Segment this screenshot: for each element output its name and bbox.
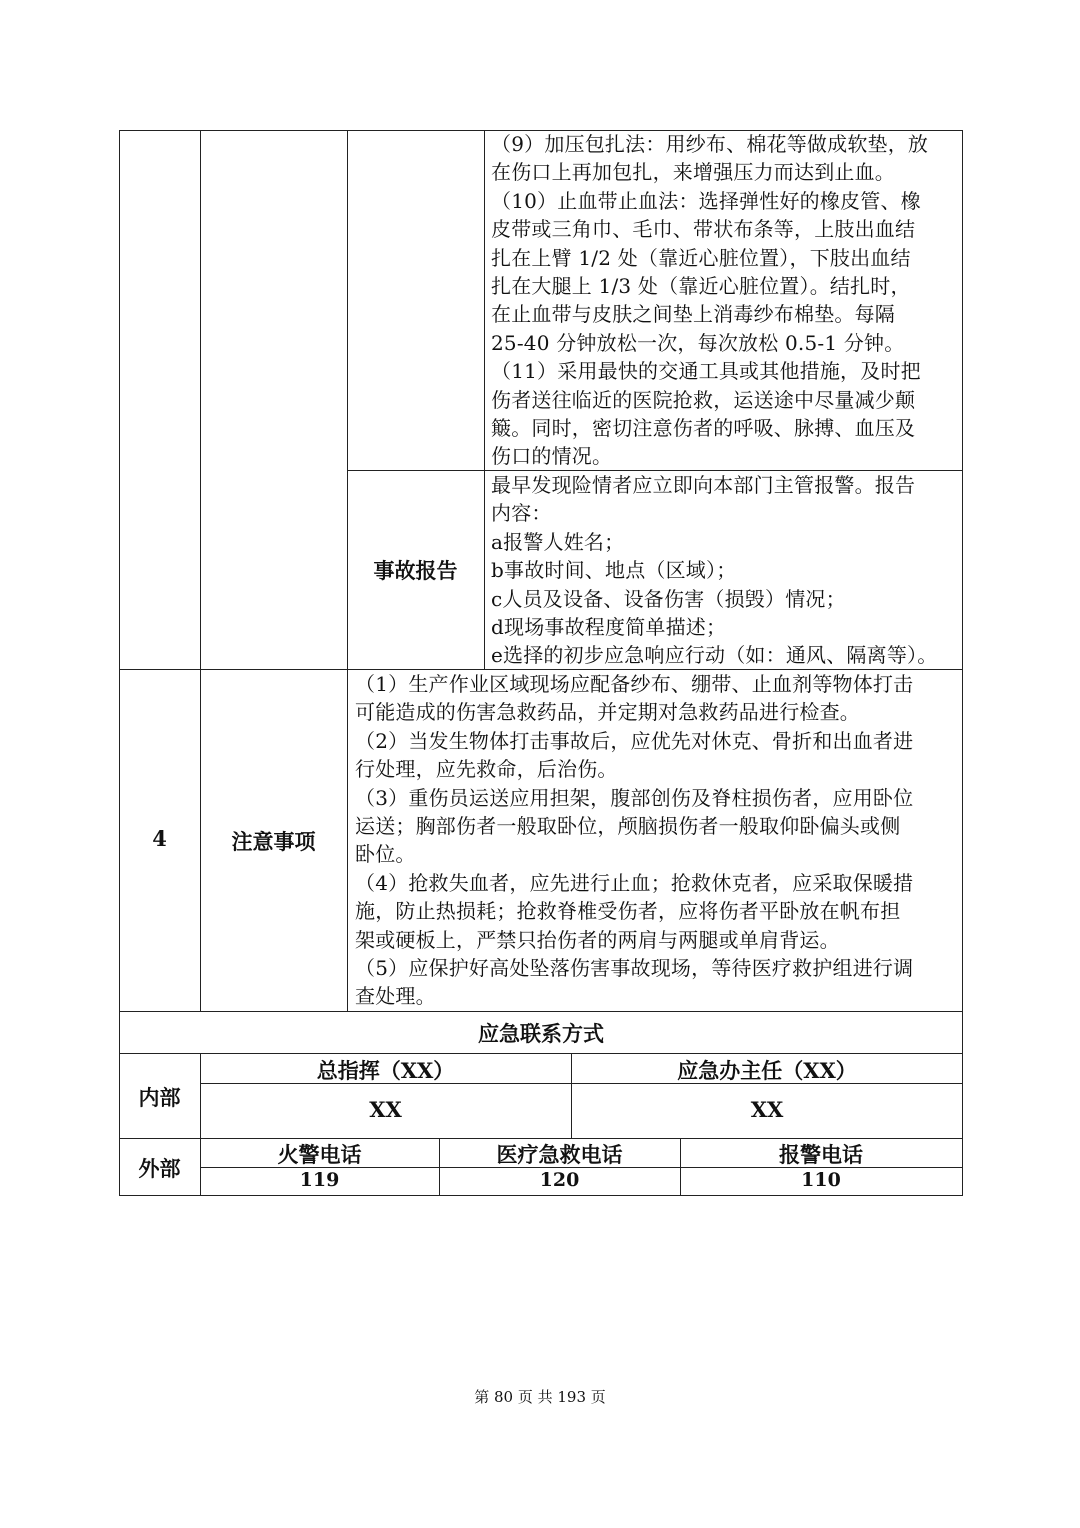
text-line: 伤口的情况。 [491,444,613,469]
internal-header-commander: 总指挥（XX） [316,1058,455,1083]
text-line: （4）抢救失血者，应先进行止血；抢救休克者，应采取保暖措 [355,870,914,895]
text-line: 在伤口上再加包扎，来增强压力而达到止血。 [491,160,895,185]
internal-label: 内部 [138,1085,181,1110]
text-line: b事故时间、地点（区域）； [491,558,737,583]
external-header-medical: 医疗急救电话 [496,1142,623,1167]
row-line-contacts-title [119,1011,963,1012]
text-line: 最早发现险情者应立即向本部门主管报警。报告 [491,473,916,497]
notes-content [355,670,913,1011]
text-line: 行处理，应先救命，后治伤。 [355,757,618,782]
first-aid-steps [491,130,928,471]
text-line: 施，防止热损耗；抢救脊椎受伤者，应将伤者平卧放在帆布担 [355,899,901,924]
text-line: 在止血带与皮肤之间垫上消毒纱布棉垫。每隔 [491,302,895,327]
internal-value-office-director: XX [750,1097,784,1122]
page-footer: 第 80 页 共 193 页 [474,1388,606,1406]
external-header-police: 报警电话 [779,1142,863,1167]
text-line: （2）当发生物体打击事故后，应优先对休克、骨折和出血者进 [355,728,914,753]
text-line: a报警人姓名； [491,529,625,554]
text-line: （11）采用最快的交通工具或其他措施，及时把 [491,359,921,384]
table-border-bottom [119,1195,963,1196]
text-line: 卧位。 [355,842,416,867]
external-label: 外部 [138,1156,181,1181]
text-line: 内容： [491,501,552,526]
text-line: 查处理。 [355,984,436,1009]
text-line: 运送；胸部伤者一般取卧位，颅脑损伤者一般取仰卧偏头或侧 [355,814,901,839]
col-line-1 [200,130,201,1011]
external-value-police: 110 [801,1169,841,1191]
text-line: （9）加压包扎法：用纱布、棉花等做成软垫，放 [491,132,929,156]
contacts-title: 应急联系方式 [478,1021,604,1046]
row-number: 4 [152,826,167,851]
external-header-fire: 火警电话 [277,1142,362,1167]
accident-report-label: 事故报告 [373,558,458,583]
text-line: 25-40 分钟放松一次，每次放松 0.5-1 分钟。 [491,330,905,355]
text-line: 扎在大腿上 1/3 处（靠近心脏位置）。结扎时， [491,274,911,299]
internal-value-commander: XX [369,1097,402,1122]
text-line: c人员及设备、设备伤害（损毁）情况； [491,586,846,611]
text-line: （3）重伤员运送应用担架，腹部创伤及脊柱损伤者，应用卧位 [355,785,914,810]
text-line: 架或硬板上，严禁只抬伤者的两肩与两腿或单肩背运。 [355,927,840,952]
internal-header-office-director: 应急办主任（XX） [677,1058,857,1083]
text-line: （1）生产作业区域现场应配备纱布、绷带、止血剂等物体打击 [355,672,914,696]
text-line: （5）应保护好高处坠落伤害事故现场，等待医疗救护组进行调 [355,956,914,981]
accident-report-content [491,471,937,670]
external-value-medical: 120 [539,1169,580,1191]
col-line-3 [484,130,485,669]
text-line: d现场事故程度简单描述； [491,615,727,640]
text-line: 簸。同时，密切注意伤者的呼吸、脉搏、血压及 [491,416,916,441]
text-line: 扎在上臂 1/2 处（靠近心脏位置），下肢出血结 [491,245,911,270]
text-line: e选择的初步应急响应行动（如：通风、隔离等）。 [491,643,938,668]
text-line: 可能造成的伤害急救药品，并定期对急救药品进行检查。 [355,700,860,725]
text-line: 伤者送往临近的医院抢救，运送途中尽量减少颠 [491,387,916,412]
row-line-internal [119,1053,963,1054]
text-line: （10）止血带止血法：选择弹性好的橡皮管、橡 [491,188,921,213]
text-line: 皮带或三角巾、毛巾、带状布条等，上肢出血结 [491,217,916,242]
external-value-fire: 119 [299,1169,340,1191]
notes-label: 注意事项 [231,829,316,854]
